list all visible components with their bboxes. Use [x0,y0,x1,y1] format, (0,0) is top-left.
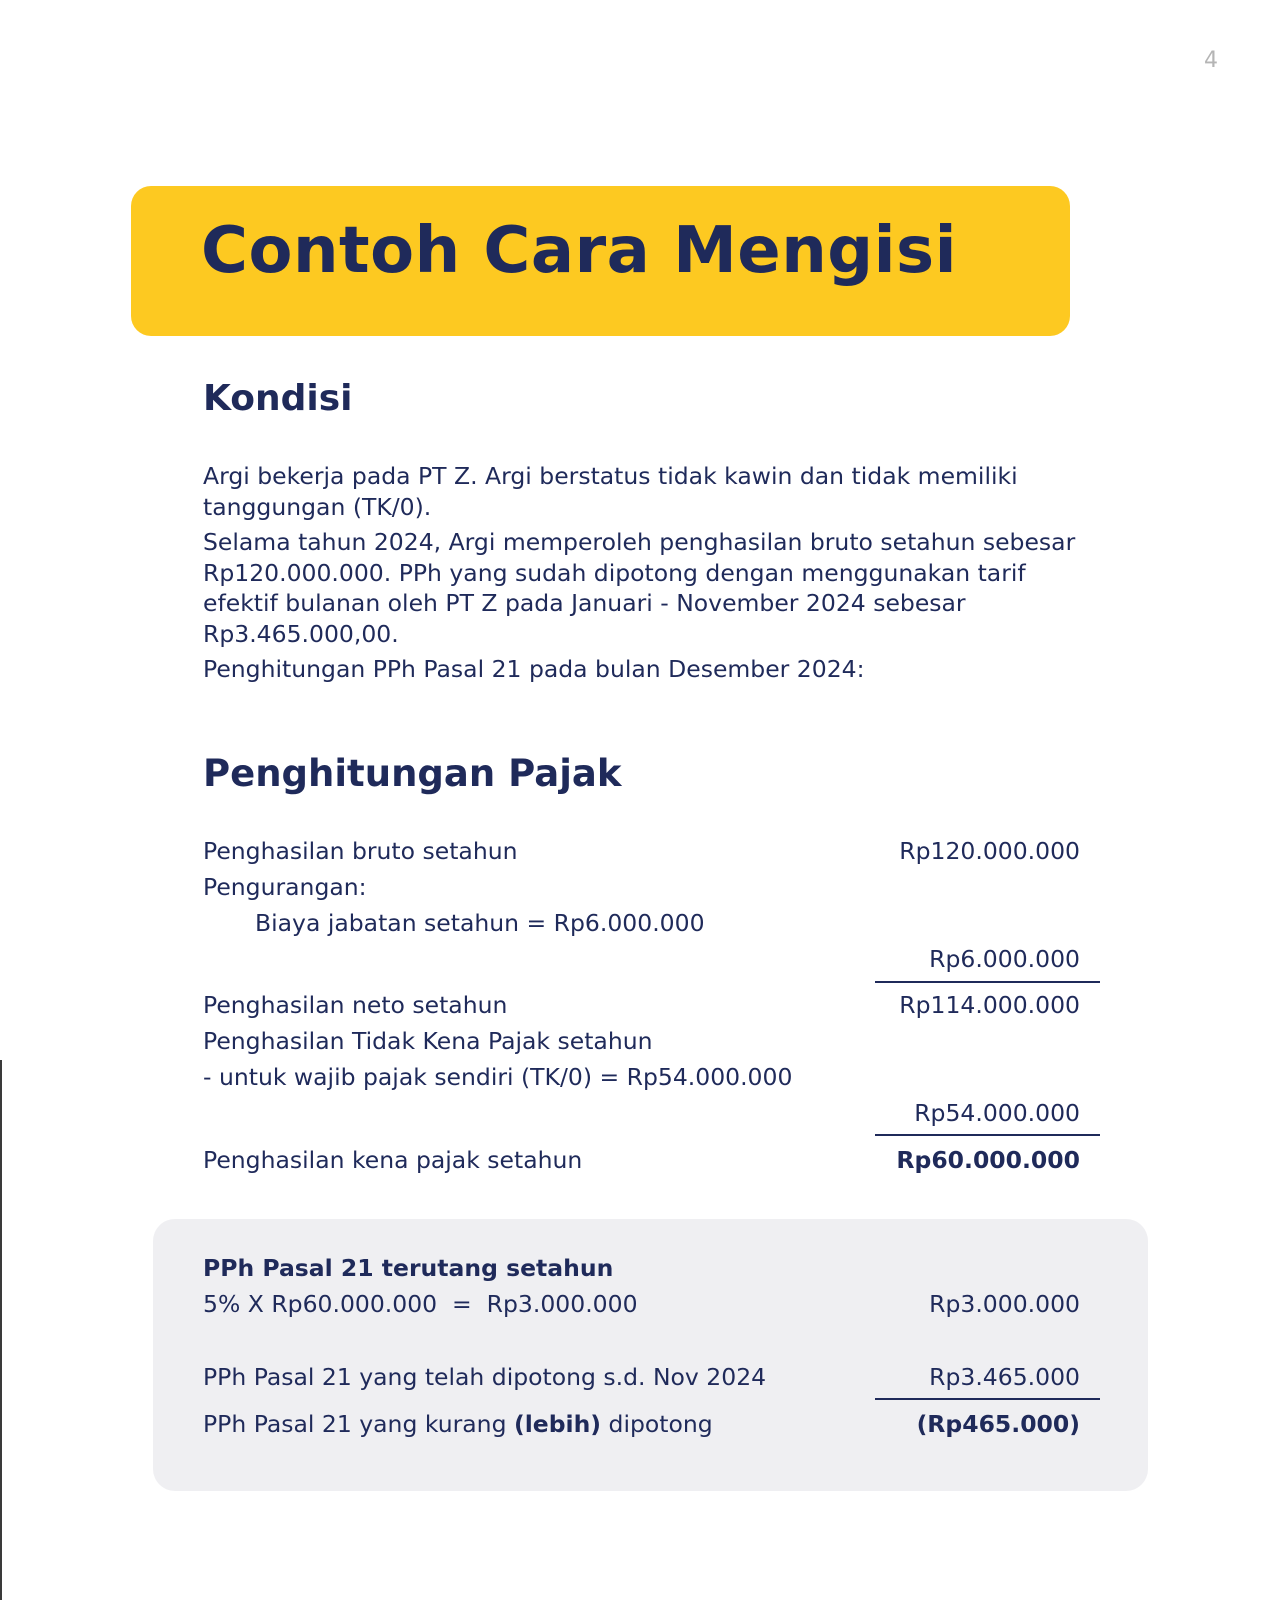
row-pkp [203,1143,1080,1177]
row-amount: Rp3.465.000 [929,1363,1080,1391]
row-amount: Rp54.000.000 [914,1099,1080,1127]
result-label-bold: (lebih) [513,1410,602,1438]
row-ptkp [203,1024,1080,1058]
result-label-prefix: PPh Pasal 21 yang kurang [203,1410,507,1438]
page-title: Contoh Cara Mengisi [201,214,958,288]
summary-withheld-row [203,1360,1080,1394]
row-amount: (Rp465.000) [916,1410,1080,1438]
row-amount: Rp120.000.000 [899,837,1080,865]
title-banner [131,186,1070,336]
row-label: 5% X Rp60.000.000 = Rp3.000.000 [203,1290,638,1318]
row-label [203,1407,713,1441]
row-amount: Rp3.000.000 [929,1290,1080,1318]
row-ptkp-amount [203,1096,1080,1130]
summary-calc-row [203,1287,1080,1321]
summary-heading: PPh Pasal 21 terutang setahun [203,1254,614,1282]
row-penghasilan-neto [203,988,1080,1022]
row-biaya-jabatan-amount [203,942,1080,976]
row-amount: Rp6.000.000 [929,945,1080,973]
row-biaya-jabatan [203,906,1080,940]
kondisi-heading: Kondisi [203,378,353,419]
summary-heading-row [203,1251,1080,1285]
row-label: Penghasilan Tidak Kena Pajak setahun [203,1027,653,1055]
row-label: PPh Pasal 21 yang telah dipotong s.d. Nov 2024 [203,1363,767,1391]
penghitungan-heading: Penghitungan Pajak [203,752,622,795]
row-amount: Rp60.000.000 [896,1146,1080,1174]
subtotal-rule [875,981,1100,983]
row-label: Penghasilan kena pajak setahun [203,1146,583,1174]
page-edge-shadow [0,1060,2,1600]
row-penghasilan-bruto [203,834,1080,868]
subtotal-rule [875,1134,1100,1136]
subtotal-rule [875,1398,1100,1400]
summary-result-row [203,1407,1080,1441]
kondisi-paragraph-3: Penghitungan PPh Pasal 21 pada bulan Desember 2024: [203,655,865,683]
row-pengurangan [203,870,1080,904]
row-label: Penghasilan neto setahun [203,991,508,1019]
kondisi-paragraph-1: Argi bekerja pada PT Z. Argi berstatus tidak kawin dan tidak memiliki tanggungan (TK/0). [203,462,1018,521]
row-amount: Rp114.000.000 [899,991,1080,1019]
row-ptkp-detail [203,1060,1080,1094]
kondisi-paragraph-2: Selama tahun 2024, Argi memperoleh penghasilan bruto setahun sebesar Rp120.000.000. PPh yang sudah dipotong dengan menggunakan tarif efektif bulanan oleh PT Z pada Januari - November 2024 sebesar Rp3.465.000,00. [203,528,1076,648]
row-label: - untuk wajib pajak sendiri (TK/0) = Rp54.000.000 [203,1063,793,1091]
row-label: Biaya jabatan setahun = Rp6.000.000 [255,909,705,937]
row-label: Penghasilan bruto setahun [203,837,518,865]
result-label-suffix: dipotong [608,1410,713,1438]
row-label: Pengurangan: [203,873,367,901]
page-number: 4 [1204,48,1218,73]
